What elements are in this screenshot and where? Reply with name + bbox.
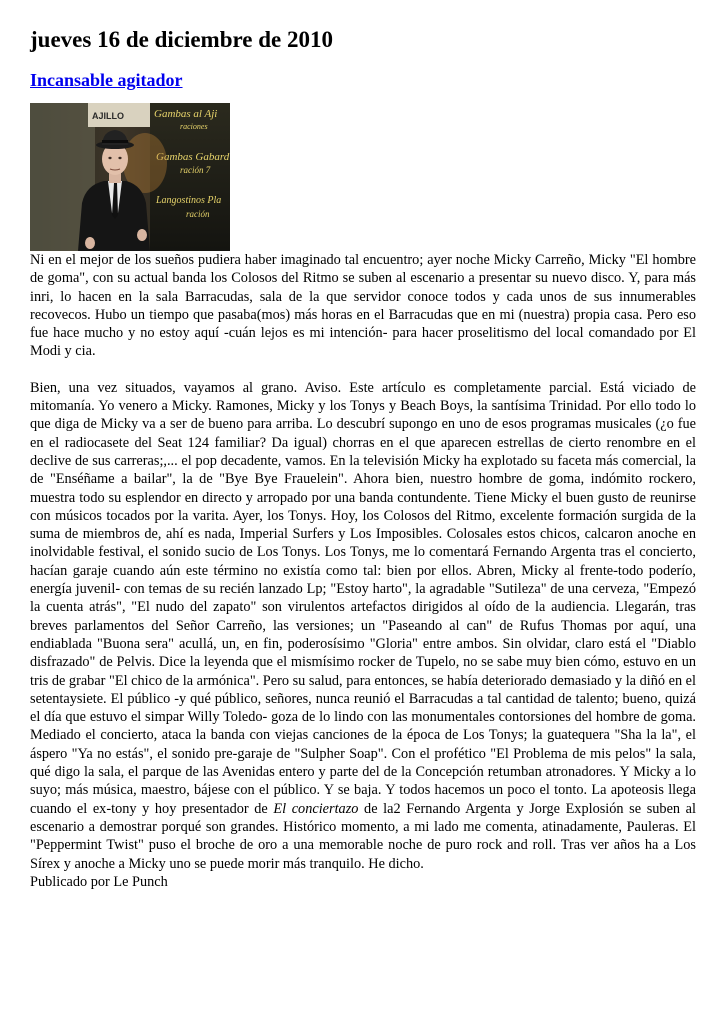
paragraph-text: Bien, una vez situados, vayamos al grano. Aviso. Este artículo es completamente parcial. Está viciado de mitomanía. Yo venero a Micky. Ramones, Micky y los Tonys y Beach Boys, la santísima Trinidad. Por ello todo lo que diga de Micky va a ser de bueno para arriba. Lo descubrí supongo en uno de esos programas musicales (¿o fue en el radiocasete del Seat 124 familiar? Da igual) chorras en el que aparecen estrellas de cierto renombre en el declive de sus carreras;,... el pop decadente, vamos. En la televisión Micky ha explotado su faceta más comercial, la de "Enséñame a bailar", la de "Bye Bye Frauelein". Ahora bien, nuestro hombre de goma, indómito rockero, muestra todo su esplendor en directo y arropado por una banda contundente. Tiene Micky el buen gusto de reunirse con músicos tocados por la varita. Ayer, los Tonys. Hoy, los Colosos del Ritmo, excelente formación surgida de la suma de miembros de, ahí es nada, Imperial Surfers y Los Imposibles. Colosales estos chicos, calcaron anoche en inolvidable festival, el sonido sucio de Los Tonys. Los Tonys, me lo comentará Fernando Argenta tras el concierto, hacían garaje cuando aún este término no existía como tal: bien por ellos. Abren, Micky al frente-todo poderío, energía juvenil- con temas de su recién lanzado Lp; "Estoy harto", la agradable "Sutileza" de una cerveza, "Empezó la cuenta atrás", "El nudo del zapato" son virulentos artefactos dirigidos al oído de la audiencia. Llegarán, tras breves parlamentos del Señor Carreño, las versiones; un "Paseando al can" de Rufus Thomas por aquí, una endiablada "Buona sera" acullá, un, en fin, poderosísimo "Gloria" entre ambos. Sin olvidar, claro está el "Diablo disfrazado" de Pelvis. Dice la leyenda que el mismísimo rocker de Tupelo, no se sabe muy bien cómo, estuvo en un tris de grabar "El chico de la armónica". Pero su salud, para entonces, se había deteriorado demasiado y la diñó en el setentaysiete. El público -y qué público, señores, nunca reunió el Barracudas a tal cantidad de talento; bueno, quizá el día que estuvo el simpar Willy Toledo- goza de lo lindo con las monumentales contorsiones del hombre de goma. Mediado el concierto, ataca la banda con viejas canciones de la época de Los Tonys; la guatequera "Sha la la", el áspero "Ya no estás", el sonido pre-garaje de "Sulpher Soap". Con el profético "El Problema de mis pelos" la sala, qué digo la sala, el parque de las Avenidas entero y parte del de la Concepción retumban atronadores. Y Micky a lo suyo; más música, maestro, bájese con el público. Y se baja. Y todos hacemos un poco el tonto. La apoteosis llega cuando el ex-tony y hoy presentador de bbox=[30, 379, 696, 817]
paragraph-text: de la2 Fernando Argenta y Jorge Explosión se suben al escenario a demostrar porqué son grandes. Histórico momento, a mi lado me comenta, atinadamente, Pauleras. El "Peppermint Twist" puso el broche de oro a una memorable noche de puro rock and roll. Tras ver años ha a Los Sírex y anoche a Micky uno se puede morir más tranquilo. He dicho. bbox=[30, 800, 696, 872]
board-line-2: raciones bbox=[180, 122, 208, 131]
program-name: El conciertazo bbox=[273, 800, 359, 817]
board-line-6: ración bbox=[186, 209, 210, 219]
board-line-3: Gambas Gabard bbox=[156, 151, 230, 163]
board-line-5: Langostinos Pla bbox=[156, 195, 222, 206]
blog-page bbox=[30, 0, 696, 891]
sign-text: AJILLO bbox=[92, 111, 125, 121]
post-body bbox=[30, 251, 696, 873]
post-photo[interactable] bbox=[30, 103, 230, 251]
board-line-1: Gambas al Aji bbox=[154, 108, 218, 120]
post-title-link[interactable]: Incansable agitador bbox=[30, 70, 183, 90]
post-footer: Publicado por Le Punch bbox=[30, 873, 168, 890]
post-title bbox=[30, 69, 696, 91]
board-line-4: ración 7 bbox=[180, 165, 211, 175]
date-header: jueves 16 de diciembre de 2010 bbox=[30, 27, 334, 52]
post-paragraph bbox=[30, 379, 696, 873]
post-paragraph: Ni en el mejor de los sueños pudiera haber imaginado tal encuentro; ayer noche Micky Carreño, Micky "El hombre de goma", con su actual banda los Colosos del Ritmo se suben al escenario a presentar su nuevo disco. Y, para más inri, lo hacen en la sala Barracudas, sala de la que servidor conoce todos y cada unos de sus innumerables recovecos. Hubo un tiempo que pasaba(mos) más horas en el Barracudas que en mi (nuestra) propia casa. Pero eso fue hace mucho y no estoy aquí -cuán lejos es mi intención- para hacer proselitismo del local comandado por El Modi y cia. bbox=[30, 252, 696, 360]
